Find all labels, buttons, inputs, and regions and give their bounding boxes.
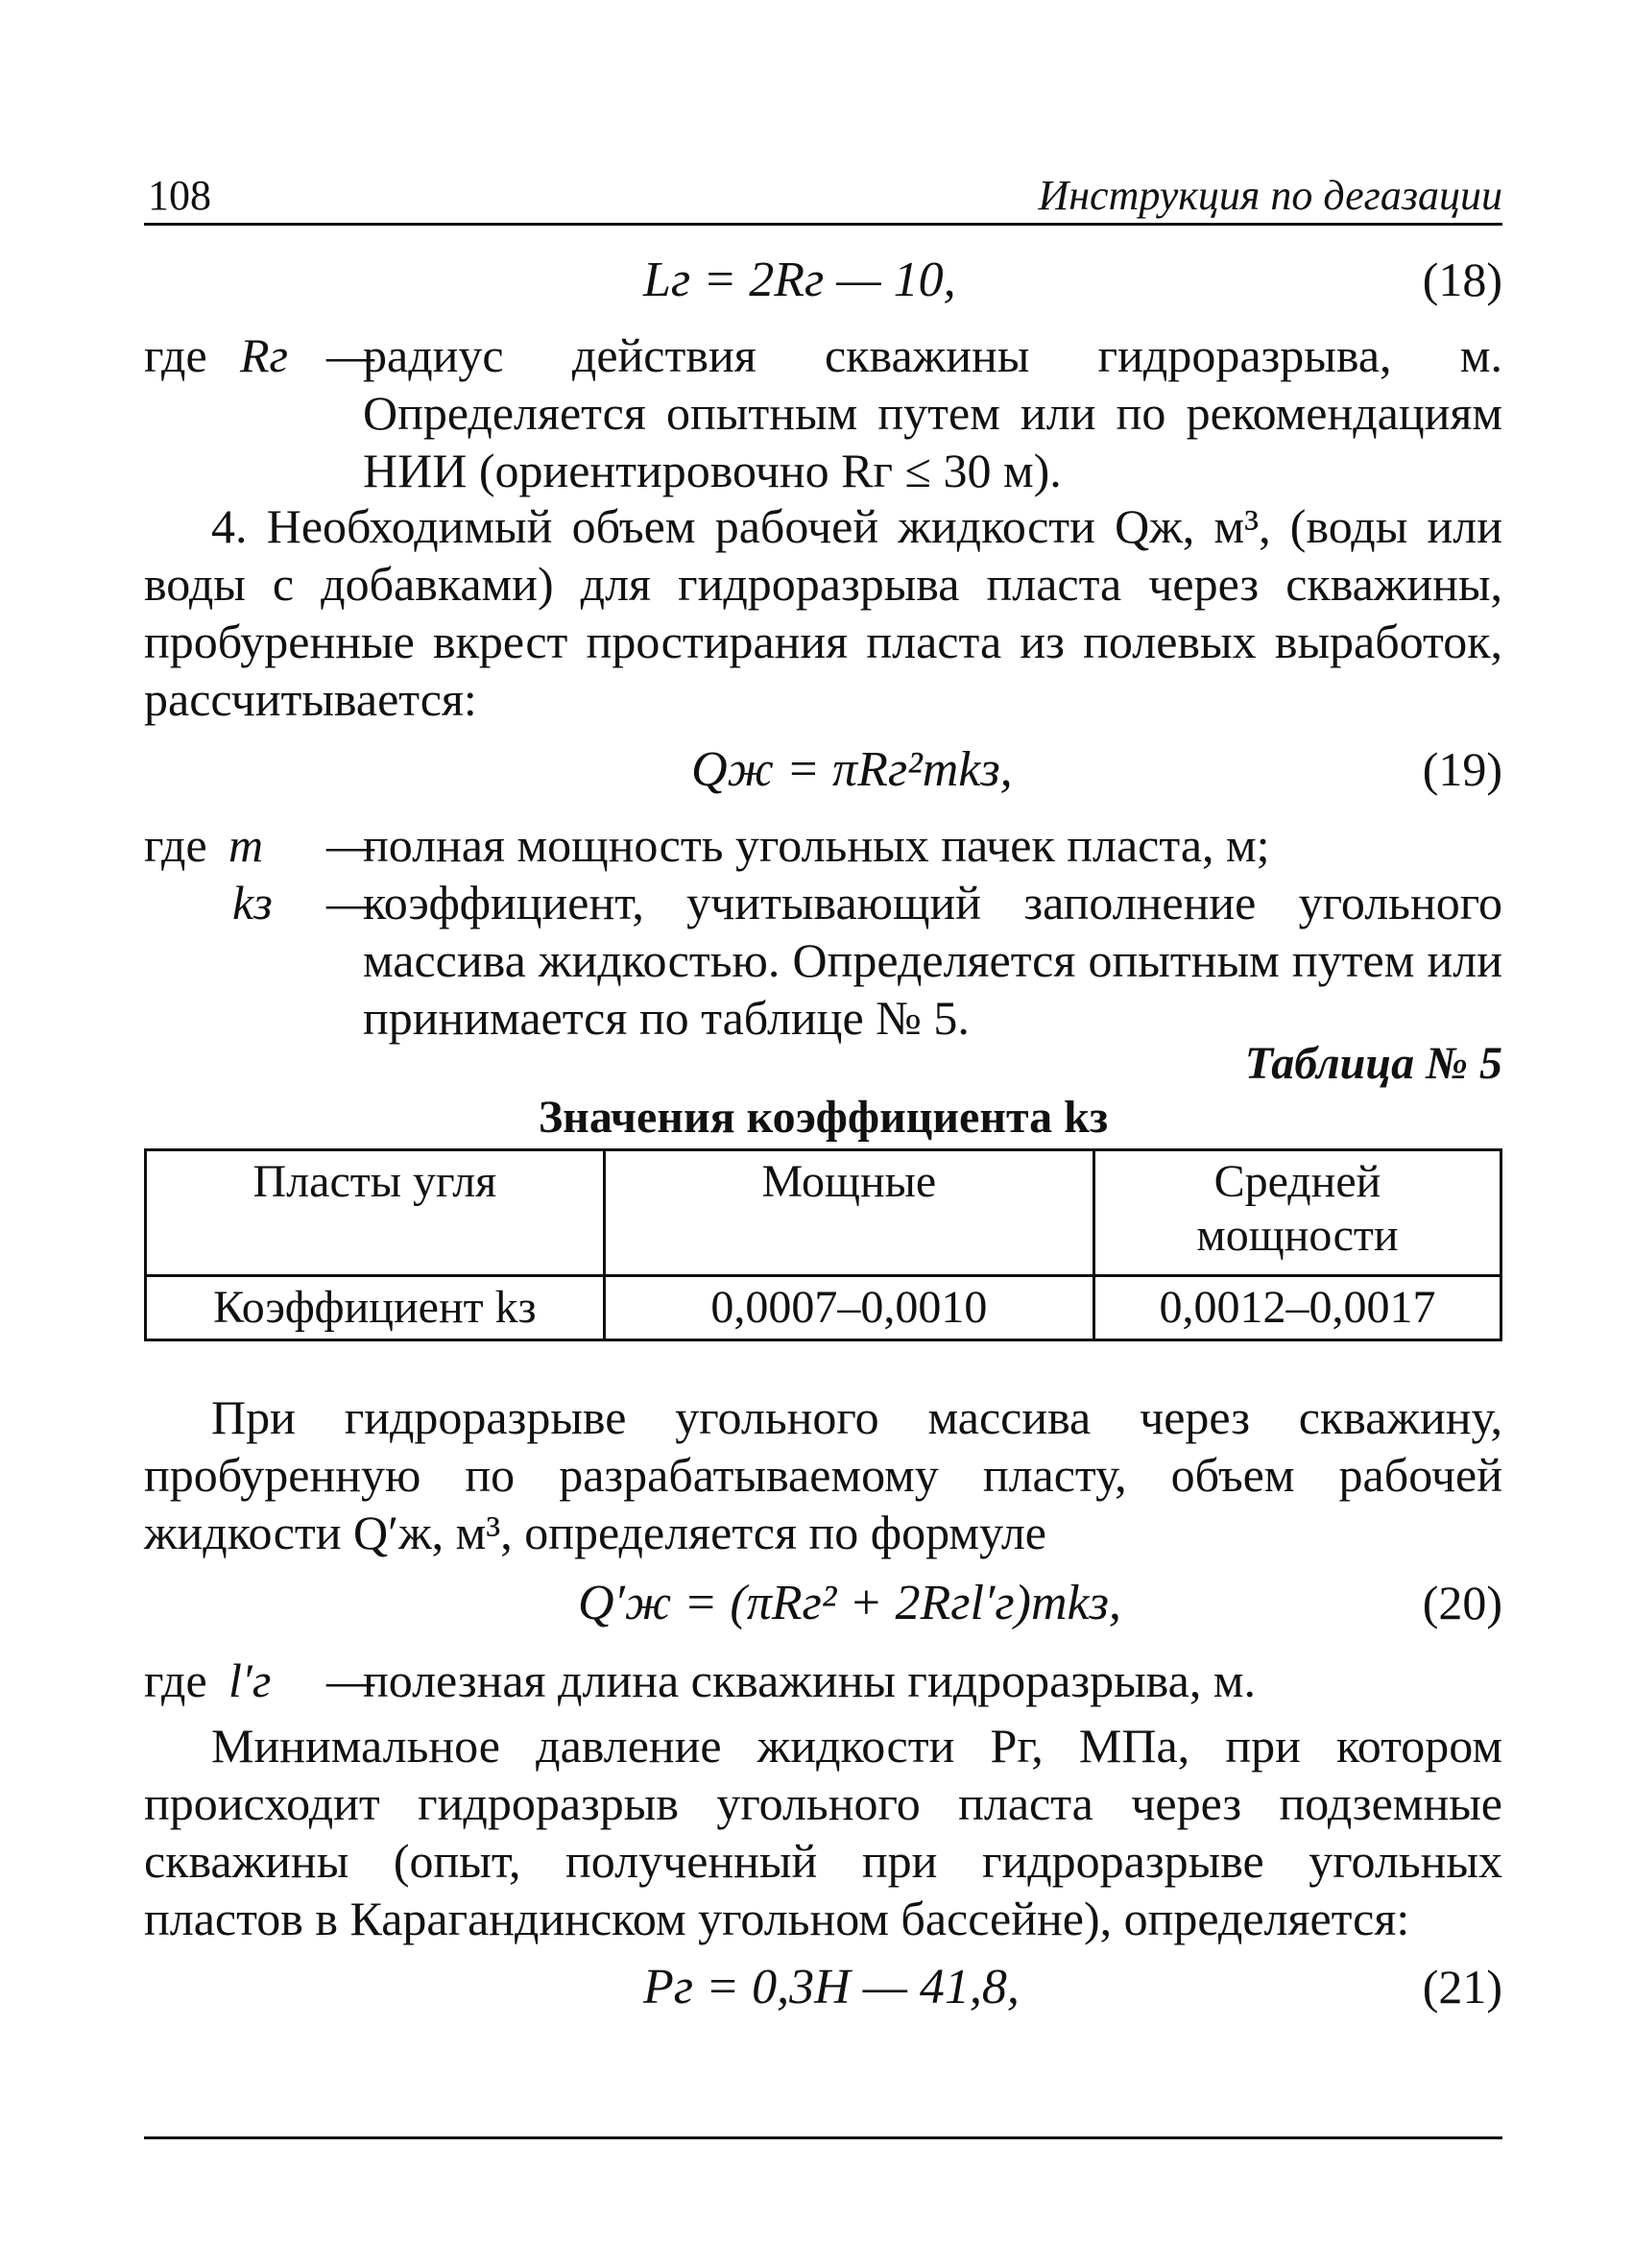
paragraph-4: 4. Необходимый объем рабочей жидкости Qж, м³, (воды или воды с добавками) для гидроразрыва пласта через скважины, пробуренные вкрест простирания пласта из полевых выработок, рассчитывается: (144, 499, 1502, 726)
footer-rule (144, 2136, 1502, 2139)
table-row (146, 1276, 1501, 1340)
where-dash: — (326, 328, 374, 382)
paragraph-pressure: Минимальное давление жидкости Pг, МПа, при котором происходит гидроразрыв угольного пласта через подземные скважины (опыт, полученный при гидроразрыве угольных пластов в Карагандинском угольном бассейне), определяется: (144, 1719, 1502, 1945)
where-dash: — (326, 1653, 374, 1707)
equation-number-19: (19) (1422, 742, 1502, 796)
formula-19: Qж = πRг²mkз, (691, 742, 1013, 797)
where-symbol: Rг (240, 328, 289, 382)
where-dash: — (326, 818, 374, 872)
table-cell: 0,0012–0,0017 (1093, 1276, 1501, 1340)
where-symbol-m: m (228, 818, 264, 872)
equation-number-21: (21) (1422, 1960, 1502, 2014)
table-cell: Коэффициент kз (146, 1276, 605, 1340)
table-header-cell: Пласты угля (146, 1150, 605, 1276)
coefficient-table (144, 1148, 1502, 1341)
page-number: 108 (148, 172, 211, 219)
running-title: Инструкция по дегазации (1038, 172, 1502, 219)
paragraph-hydrofracture: При гидроразрыве угольного массива через скважину, пробуренную по разрабатываемому пласту, объем рабочей жидкости Q′ж, м³, определяется по формуле (144, 1390, 1502, 1559)
where-word: где (144, 328, 207, 382)
table-header-row (146, 1150, 1501, 1276)
table-header-cell: Средней мощности (1093, 1150, 1501, 1276)
table-title: Значения коэффициента kз (538, 1092, 1109, 1143)
equation-number-20: (20) (1422, 1576, 1502, 1629)
where-word: где (144, 818, 207, 872)
equation-number-18: (18) (1422, 253, 1502, 306)
where-block-18 (144, 326, 1502, 509)
formula-21: Pг = 0,3H — 41,8, (643, 1960, 1020, 2015)
where-word: где (144, 1653, 207, 1707)
table-number: Таблица № 5 (1244, 1038, 1502, 1089)
where-block-20 (144, 1652, 1502, 1709)
formula-20: Q′ж = (πRг² + 2Rгl′г)mkз, (578, 1576, 1121, 1630)
where-symbol: l′г (228, 1653, 272, 1707)
table-header-cell: Мощные (604, 1150, 1093, 1276)
where-dash: — (326, 876, 374, 929)
formula-18: Lг = 2Rг — 10, (643, 253, 956, 307)
where-description-kz: коэффициент, учитывающий заполнение угольного массива жидкостью. Определяется опытным путем или принимается по таблице № 5. (363, 876, 1502, 1045)
header-rule (144, 223, 1502, 226)
where-block-19 (144, 816, 1502, 1045)
table-cell: 0,0007–0,0010 (604, 1276, 1093, 1340)
document-page (144, 0, 1502, 2268)
where-symbol-kz: kз (232, 876, 273, 929)
where-description: радиус действия скважины гидроразрыва, м. Определяется опытным путем или по рекомендациям НИИ (ориентировочно Rг ≤ 30 м). (363, 328, 1502, 497)
where-description: полезная длина скважины гидроразрыва, м. (363, 1653, 1256, 1707)
where-description-m: полная мощность угольных пачек пласта, м; (363, 818, 1270, 872)
